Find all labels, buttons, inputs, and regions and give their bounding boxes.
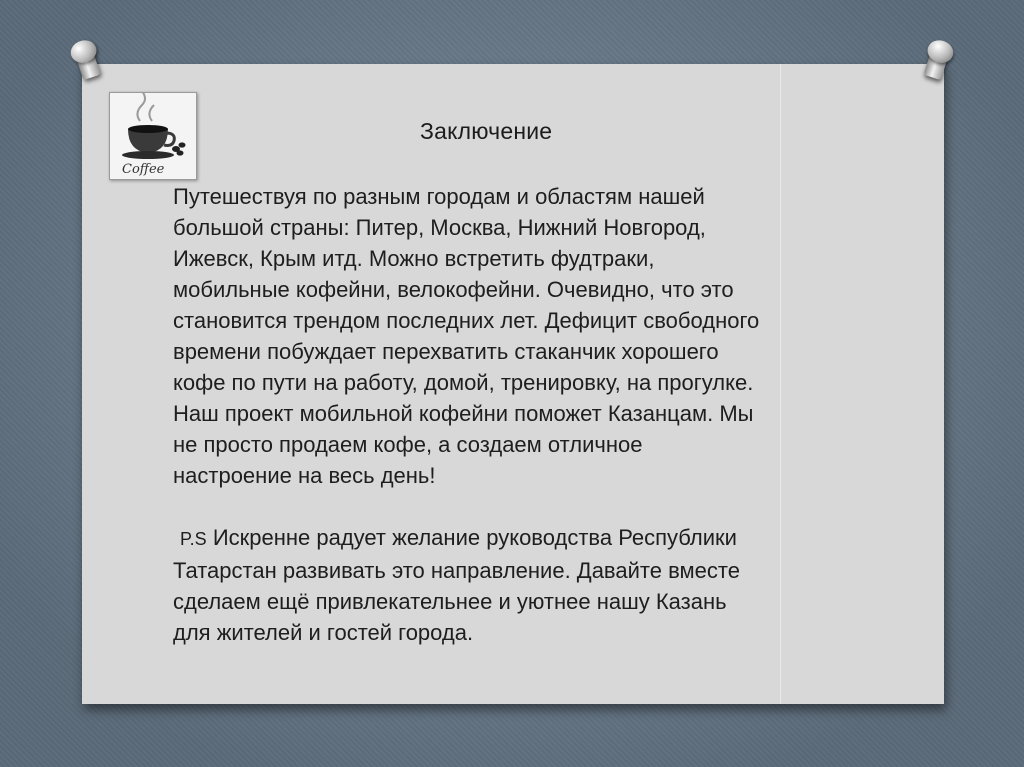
body-line: кофе по пути на работу, домой, тренировку, на прогулке. (173, 370, 754, 395)
body-line: Ижевск, Крым итд. Можно встретить фудтраки, (173, 246, 655, 271)
body-line: мобильные кофейни, велокофейни. Очевидно, что это (173, 277, 734, 302)
paragraph-gap (173, 491, 893, 522)
ps-line: Татарстан развивать это направление. Давайте вместе (173, 558, 740, 583)
coffee-logo (109, 92, 197, 180)
ps-line: для жителей и гостей города. (173, 620, 474, 645)
body-line: Наш проект мобильной кофейни поможет Казанцам. Мы (173, 401, 754, 426)
ps-line (173, 522, 893, 555)
body-line: времени побуждает перехватить стаканчик хорошего (173, 339, 719, 364)
coffee-cup-icon (110, 93, 196, 179)
logo-text: Coffee (122, 162, 165, 177)
slide-body (173, 181, 893, 648)
slide-title: Заключение (420, 118, 553, 144)
body-line: большой страны: Питер, Москва, Нижний Новгород, (173, 215, 706, 240)
ps-text: Искренне радует желание руководства Республики (206, 525, 737, 550)
body-line: становится трендом последних лет. Дефицит свободного (173, 308, 760, 333)
body-line: Путешествуя по разным городам и областям нашей (173, 184, 705, 209)
ps-line: сделаем ещё привлекательнее и уютнее нашу Казань (173, 589, 727, 614)
ps-label: P.S (180, 529, 207, 549)
body-line: не просто продаем кофе, а создаем отличное (173, 432, 643, 457)
body-line: настроение на весь день! (173, 463, 436, 488)
